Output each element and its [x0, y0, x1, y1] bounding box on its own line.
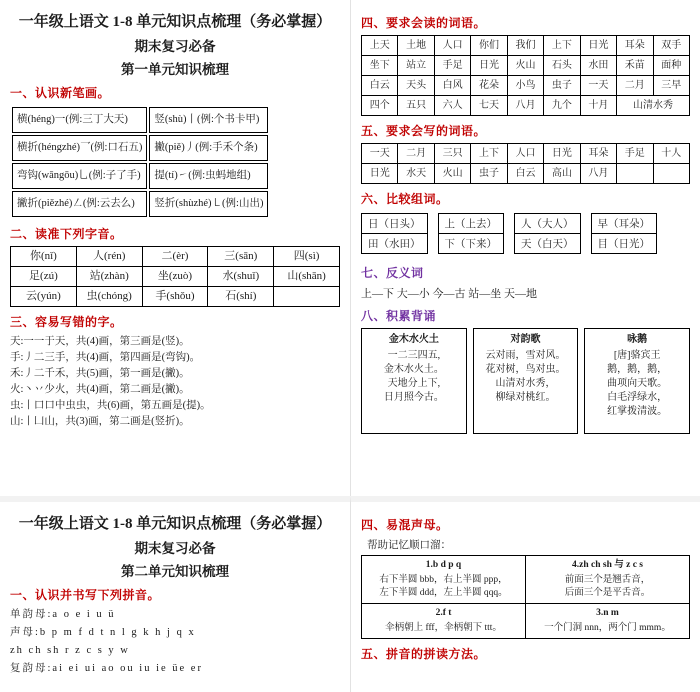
page-title: 一年级上语文 1-8 单元知识点梳理（务必掌握） [18, 516, 332, 532]
word-cell: 一天 [362, 144, 398, 164]
read-words-table [361, 35, 690, 116]
pron-cell: 虫(chóng) [76, 287, 142, 307]
word-cell: 上下 [544, 36, 580, 56]
page-subtitle: 期末复习必备 [134, 541, 216, 556]
page-section-title: 第二单元知识梳理 [121, 564, 229, 579]
page-section-title: 第一单元知识梳理 [121, 62, 229, 77]
page-subtitle: 期末复习必备 [134, 39, 216, 54]
compare-table [591, 213, 658, 254]
mix-cell-line: 前面三个是翘舌音， [564, 575, 651, 585]
table-row [362, 234, 428, 254]
poem-line: 日月照今古。 [383, 392, 444, 403]
stroke-cell: 撇(piě)丿(例:手禾个条) [149, 135, 268, 161]
stroke-cell: 竖(shù)丨(例:个书卡甲) [149, 107, 268, 133]
table-row [11, 247, 340, 267]
word-cell: 日光 [471, 56, 507, 76]
stroke-cell: 弯钩(wāngōu)乚(例:子了手) [12, 163, 147, 189]
word-cell: 耳朵 [617, 36, 653, 56]
pron-cell: 云(yún) [11, 287, 77, 307]
section-heading-7: 七、反义词 [361, 266, 424, 280]
word-cell: 二月 [398, 144, 434, 164]
word-cell: 二月 [617, 76, 653, 96]
poem-line: 金木水火土。 [383, 364, 444, 375]
word-cell: 水天 [398, 164, 434, 184]
poem-card [584, 328, 690, 434]
word-cell: 十月 [580, 96, 616, 116]
table-row [515, 234, 581, 254]
pinyin-line: zh ch sh r z c s y w [10, 645, 130, 656]
memory-note: 帮助记忆顺口溜： [367, 540, 451, 551]
list-item: 禾:丿二千禾，共(5)画，第一画是(撇)。 [10, 368, 190, 379]
mix-cell [526, 604, 690, 639]
poem-line: 云对雨，雪对风。 [485, 350, 566, 361]
table-row [362, 96, 690, 116]
write-words-table [361, 143, 690, 184]
pron-cell: 坐(zuò) [142, 267, 208, 287]
mix-cell [362, 604, 526, 639]
word-cell: 七天 [471, 96, 507, 116]
word-cell: 禾苗 [617, 56, 653, 76]
list-item: 火:丶丷少火，共(4)画，第二画是(撇)。 [10, 384, 190, 395]
word-cell: 山清水秀 [617, 96, 690, 116]
word-cell: 手足 [617, 144, 653, 164]
poem-line: 花对树，鸟对虫。 [485, 364, 566, 375]
poem-line: 红掌拨清波。 [607, 406, 668, 417]
word-cell: 坐下 [362, 56, 398, 76]
pinyin-line: 单韵母:a o e i u ü [10, 609, 116, 620]
word-cell: 四个 [362, 96, 398, 116]
word-cell: 我们 [507, 36, 543, 56]
pron-cell: 手(shǒu) [142, 287, 208, 307]
pron-cell: 站(zhàn) [76, 267, 142, 287]
stroke-cell: 提(tí)㇀(例:虫蚂地组) [149, 163, 268, 189]
word-cell: 小鸟 [507, 76, 543, 96]
section-heading-5: 五、要求会写的词语。 [361, 124, 487, 138]
antonyms-line: 上—下 大—小 今—古 站—坐 天—地 [361, 288, 537, 300]
list-item: 山:丨凵山，共(3)画，第二画是(竖折)。 [10, 416, 190, 427]
word-cell: 花朵 [471, 76, 507, 96]
pronunciation-table [10, 246, 340, 307]
table-row [515, 214, 581, 234]
compare-cell: 上（上去） [438, 214, 504, 234]
table-row [438, 234, 504, 254]
table-row [362, 604, 690, 639]
word-cell: 虫子 [471, 164, 507, 184]
pinyin-line: 复韵母:ai ei ui ao ou iu ie üe er [10, 663, 203, 674]
word-cell: 九个 [544, 96, 580, 116]
section-heading-3: 三、容易写错的字。 [10, 315, 123, 329]
table-row [362, 214, 428, 234]
word-cell: 六人 [434, 96, 470, 116]
word-cell: 火山 [507, 56, 543, 76]
pron-cell: 三(sān) [208, 247, 274, 267]
compare-cell: 天（白天） [515, 234, 581, 254]
mix-cell-line: 伞柄朝上 fff，伞柄朝下 ttt。 [385, 623, 502, 633]
word-cell: 白风 [434, 76, 470, 96]
word-cell: 一天 [580, 76, 616, 96]
pron-cell: 足(zú) [11, 267, 77, 287]
page-unit2-left [0, 496, 350, 692]
mix-cell-line: 左下半圆 ddd，左上半圆 qqq。 [379, 588, 508, 598]
poem-line: [唐]骆宾王 [613, 350, 661, 361]
word-cell: 八月 [507, 96, 543, 116]
compare-cell: 日（日头） [362, 214, 428, 234]
table-row [362, 36, 690, 56]
pron-cell: 四(sì) [274, 247, 340, 267]
stroke-table [10, 105, 270, 219]
poem-line: 天地分上下, [387, 378, 441, 389]
word-cell: 白云 [507, 164, 543, 184]
mix-cell [526, 556, 690, 604]
pron-cell: 水(shuǐ) [208, 267, 274, 287]
table-row [11, 267, 340, 287]
stroke-cell: 撇折(piězhé)㇜(例:云去么) [12, 191, 147, 217]
word-cell: 站立 [398, 56, 434, 76]
mix-cell-line: 右下半圆 bbb，右上半圆 ppp， [379, 575, 508, 585]
poem-card [473, 328, 579, 434]
word-cell: 人口 [434, 36, 470, 56]
poem-title: 金木水火土 [388, 334, 439, 345]
table-row [362, 144, 690, 164]
word-cell: 上下 [471, 144, 507, 164]
compare-table [514, 213, 581, 254]
word-cell: 虫子 [544, 76, 580, 96]
word-cell: 高山 [544, 164, 580, 184]
section-heading-4: 四、易混声母。 [361, 518, 449, 532]
table-row [12, 163, 268, 189]
poem-line: 白毛浮绿水， [607, 392, 668, 403]
stroke-cell: 横折(héngzhé)乛(例:口石五) [12, 135, 147, 161]
table-row [362, 56, 690, 76]
word-cell: 天头 [398, 76, 434, 96]
word-cell: 白云 [362, 76, 398, 96]
word-cell: 手足 [434, 56, 470, 76]
word-cell [653, 164, 690, 184]
stroke-cell: 横(héng)一(例:三丁大天) [12, 107, 147, 133]
compare-table [361, 213, 428, 254]
word-cell: 日光 [544, 144, 580, 164]
page-unit1-right [350, 0, 700, 496]
pron-cell: 山(shān) [274, 267, 340, 287]
section-heading-2: 二、读准下列字音。 [10, 227, 123, 241]
word-cell: 三早 [653, 76, 690, 96]
word-cell: 五只 [398, 96, 434, 116]
word-cell: 石头 [544, 56, 580, 76]
page-unit2-right [350, 496, 700, 692]
compare-group [361, 211, 690, 258]
poem-title: 对韵歌 [510, 334, 541, 345]
word-cell: 双手 [653, 36, 690, 56]
compare-cell: 早（耳朵） [591, 214, 657, 234]
word-cell: 三只 [434, 144, 470, 164]
word-cell: 水田 [580, 56, 616, 76]
word-cell: 耳朵 [580, 144, 616, 164]
word-cell: 上天 [362, 36, 398, 56]
mix-cell-title: 1.b d p q [425, 560, 462, 570]
compare-cell: 人（大人） [515, 214, 581, 234]
word-cell: 土地 [398, 36, 434, 56]
word-cell: 八月 [580, 164, 616, 184]
word-cell: 日光 [580, 36, 616, 56]
poem-title: 咏鹅 [627, 334, 648, 345]
section-heading-1: 一、认识新笔画。 [10, 86, 111, 100]
poem-line: 山清对水秀， [495, 378, 556, 389]
word-cell: 你们 [471, 36, 507, 56]
poem-line: 曲项向天歌。 [607, 378, 668, 389]
pron-cell [274, 287, 340, 307]
word-cell [617, 164, 653, 184]
mix-cell-title: 2.f t [435, 608, 452, 618]
poem-line: 柳绿对桃红。 [495, 392, 556, 403]
section-heading-5: 五、拼音的拼读方法。 [361, 647, 487, 661]
section-heading-6: 六、比较组词。 [361, 192, 449, 206]
mix-cell-line: 一个门洞 nnn，两个门 mmm。 [544, 623, 671, 633]
section-heading-1: 一、认识并书写下列拼音。 [10, 588, 161, 602]
table-row [12, 191, 268, 217]
table-row [12, 135, 268, 161]
table-row [362, 164, 690, 184]
pron-cell: 二(èr) [142, 247, 208, 267]
pinyin-line: 声母:b p m f d t n l g k h j q x [10, 627, 196, 638]
page-unit1-left [0, 0, 350, 496]
confusable-initials-table [361, 555, 690, 639]
poem-card [361, 328, 467, 434]
section-heading-4: 四、要求会读的词语。 [361, 16, 487, 30]
table-row [438, 214, 504, 234]
compare-cell: 田（水田） [362, 234, 428, 254]
compare-cell: 目（日光） [591, 234, 657, 254]
word-cell: 火山 [434, 164, 470, 184]
table-row [362, 556, 690, 604]
poem-line: 一二三四五, [387, 350, 441, 361]
list-item: 天:一一于天，共(4)画，第三画是(竖)。 [10, 336, 190, 347]
word-cell: 日光 [362, 164, 398, 184]
table-row [11, 287, 340, 307]
compare-cell: 下（下来） [438, 234, 504, 254]
table-row [362, 76, 690, 96]
table-row [591, 234, 657, 254]
pron-cell: 石(shí) [208, 287, 274, 307]
table-row [591, 214, 657, 234]
poem-line: 鹅，鹅，鹅， [607, 364, 668, 375]
poem-group [361, 328, 690, 434]
word-cell: 面种 [653, 56, 690, 76]
pron-cell: 你(nǐ) [11, 247, 77, 267]
list-item: 手:丿二三手，共(4)画，第四画是(弯钩)。 [10, 352, 201, 363]
mix-cell-line: 后面三个是平舌音。 [564, 588, 651, 598]
mix-cell-title: 3.n m [596, 608, 619, 618]
compare-table [438, 213, 505, 254]
pron-cell: 人(rén) [76, 247, 142, 267]
word-cell: 人口 [507, 144, 543, 164]
mix-cell-title: 4.zh ch sh 与 z c s [572, 560, 643, 570]
table-row [12, 107, 268, 133]
section-heading-8: 八、积累背诵 [361, 309, 437, 323]
mix-cell [362, 556, 526, 604]
stroke-cell: 竖折(shùzhé)㇄(例:山出) [149, 191, 268, 217]
page-title: 一年级上语文 1-8 单元知识点梳理（务必掌握） [18, 14, 332, 30]
list-item: 虫:丨口口中虫虫，共(6)画，第五画是(提)。 [10, 400, 211, 411]
word-cell: 十人 [653, 144, 690, 164]
